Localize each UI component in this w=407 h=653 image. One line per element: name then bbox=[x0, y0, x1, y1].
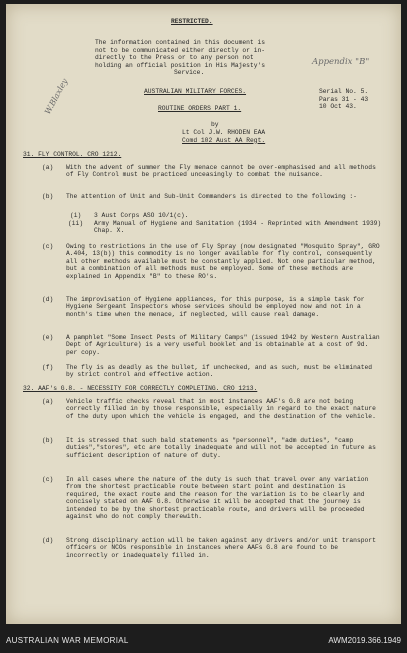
serial-line: Paras 31 - 43 bbox=[319, 95, 369, 103]
notice-line: holding an official position in His Majesty's bbox=[95, 61, 266, 69]
item-text: Army Manual of Hygiene and Sanitation (1934 - Reprinted with Amendment 1939) Chap. X. bbox=[94, 220, 382, 235]
item-label: (c) bbox=[42, 476, 54, 483]
by-line: by bbox=[211, 121, 219, 128]
restricted-heading: RESTRICTED. bbox=[171, 18, 213, 25]
item-label: (f) bbox=[42, 364, 54, 371]
appendix-handwritten-note: Appendix "B" bbox=[312, 57, 370, 67]
archive-name: AUSTRALIAN WAR MEMORIAL bbox=[6, 636, 129, 645]
serial-line: 10 Oct 43. bbox=[319, 103, 357, 110]
archive-footer bbox=[0, 627, 407, 653]
item-text: Vehicle traffic checks reveal that in most instances AAF's G.8 are not being correctly filled in by those responsible, especially in regard to the exact nature of the duty upon which the vehicle is engaged, and the destination of the vehicle. bbox=[66, 398, 376, 420]
serial-line: Serial No. 5. bbox=[319, 88, 369, 95]
document-page bbox=[6, 4, 401, 624]
item-text: The improvisation of Hygiene appliances, for this purpose, is a simple task for Hygiene Sergeant Inspectors whose services should be employed now and not in a month's time when the menace, if neglected, will cause real damage. bbox=[66, 296, 365, 318]
item-label: (e) bbox=[42, 334, 54, 341]
notice-line: Service. bbox=[174, 69, 205, 76]
item-label: (a) bbox=[42, 164, 54, 171]
item-text: The fly is as deadly as the bullet, if unchecked, and as such, must be eliminated by strict control and effective action. bbox=[66, 364, 373, 379]
section-heading: 31. FLY CONTROL. CRO 1212. bbox=[23, 151, 122, 158]
archive-reference: AWM2019.366.1949 bbox=[328, 636, 401, 645]
item-text: A pamphlet "Some Insect Pests of Military Camps" (issued 1942 by Western Australian Dept of Agriculture) is a very useful booklet and is obtainable at a cost of 9d. per copy. bbox=[66, 334, 380, 356]
item-text: 3 Aust Corps ASO 10/1(c). bbox=[94, 212, 189, 219]
item-label: (ii) bbox=[68, 220, 84, 227]
force-title: AUSTRALIAN MILITARY FORCES. bbox=[144, 88, 247, 95]
item-label: (b) bbox=[42, 193, 54, 200]
item-text: With the advent of summer the Fly menace cannot be over-emphasised and all methods of Fly Control must be practiced unceasingly to combat the nuisance. bbox=[66, 164, 376, 179]
orders-title: ROUTINE ORDERS PART 1. bbox=[158, 105, 242, 112]
notice-line: directly to the Press or to any person not bbox=[95, 54, 254, 61]
item-label: (d) bbox=[42, 296, 54, 303]
notice-line: not to be communicated either directly or in- bbox=[95, 46, 266, 54]
section-heading: 32. AAF's G.8. - NECESSITY FOR CORRECTLY COMPLETING. CRO 1213. bbox=[23, 385, 258, 392]
item-label: (d) bbox=[42, 537, 54, 544]
command-title: Comd 102 Aust AA Regt. bbox=[182, 136, 266, 144]
item-text: The attention of Unit and Sub-Unit Commanders is directed to the following :- bbox=[66, 193, 357, 200]
margin-handwritten-signature: W.Blaxley bbox=[43, 77, 70, 116]
notice-line: The information contained in this document is bbox=[95, 39, 266, 46]
item-label: (a) bbox=[42, 398, 54, 405]
item-text: Owing to restrictions in the use of Fly Spray (now designated "Mosquito Spray", GRO A.404, 13(b)) this commodity is no longer available for fly control, consequently all other methods available must be constantly applied. Not one particular method, but a combination of all methods must be employed. Some of these methods are explained in Appendix "B" to these RO's. bbox=[66, 243, 380, 280]
item-label: (c) bbox=[42, 243, 54, 250]
item-label: (b) bbox=[42, 437, 54, 444]
item-text: It is stressed that such bald statements as "personnel", "adm duties", "camp duties","stores", etc are totally inadequate and will not be accepted in future as sufficient description of nature of duty. bbox=[66, 437, 376, 459]
item-text: Strong disciplinary action will be taken against any drivers and/or unit transport officers or NCOs responsible in instances where AAFs G.8 are found to be incorrectly or inadequately filled in. bbox=[66, 537, 376, 559]
item-text: In all cases where the nature of the duty is such that travel over any variation from the shortest practicable route between start point and destination is required, the exact route and the reason for the variation is to be clearly and concisely stated on AAF G.8. Otherwise it will be accepted that the journey is intended to be by the shortest practicable route, and drivers will be proceeded against who do not comply therewith. bbox=[66, 476, 369, 521]
item-label: (i) bbox=[70, 212, 82, 219]
officer-name: Lt Col J.W. RHODEN EAA bbox=[182, 129, 266, 136]
